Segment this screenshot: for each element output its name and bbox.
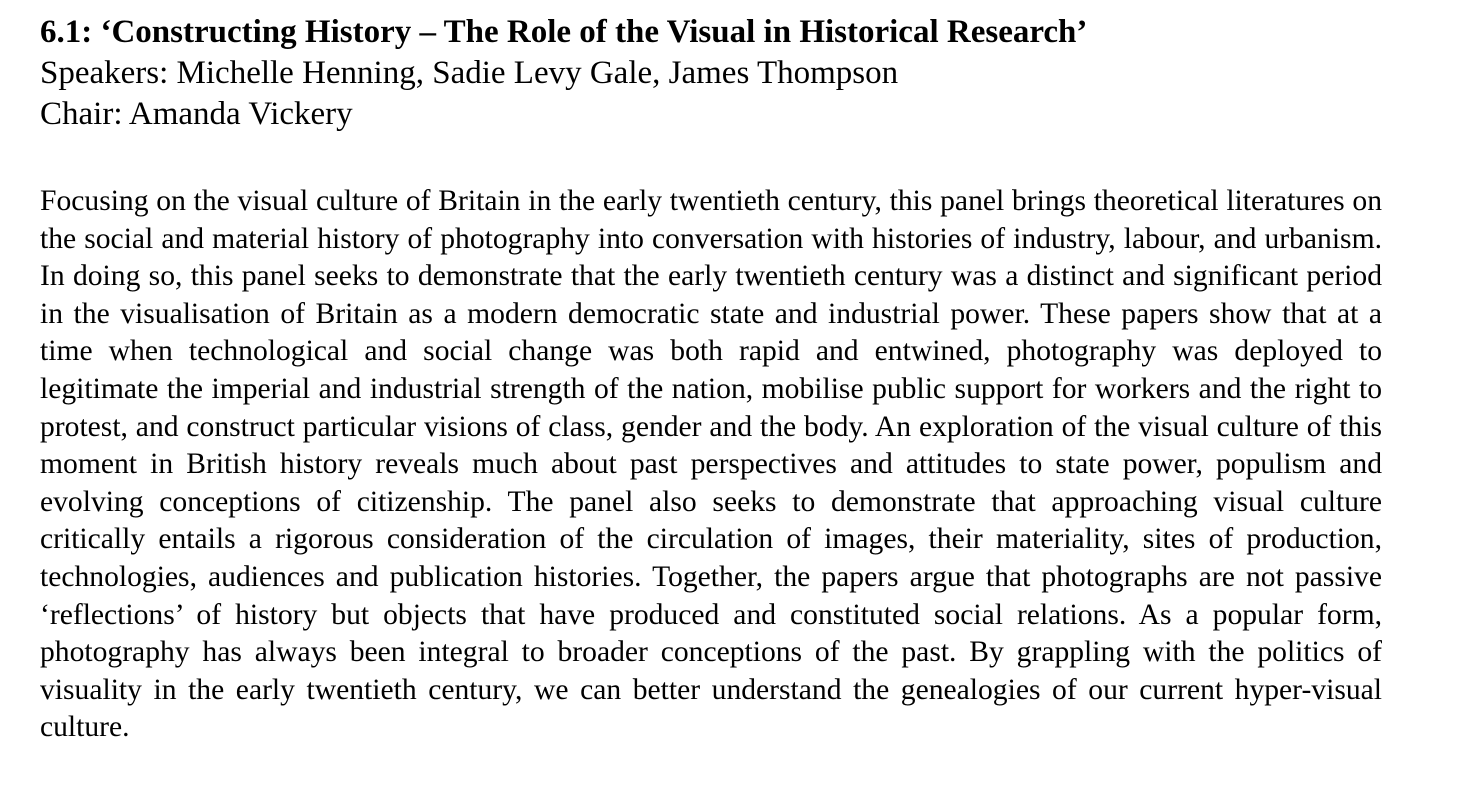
document-page	[40, 12, 1382, 747]
chair-line: Chair: Amanda Vickery	[40, 96, 353, 132]
abstract-paragraph: Focusing on the visual culture of Britain in the early twentieth century, this panel brings theoretical literatures on the social and material history of photography into conversation with histories of industry, labour, and urbanism. In doing so, this panel seeks to demonstrate that the early twentieth century was a distinct and significant period in the visualisation of Britain as a modern democratic state and industrial power. These papers show that at a time when technological and social change was both rapid and entwined, photography was deployed to legitimate the imperial and industrial strength of the nation, mobilise public support for workers and the right to protest, and construct particular visions of class, gender and the body. An exploration of the visual culture of this moment in British history reveals much about past perspectives and attitudes to state power, populism and evolving conceptions of citizenship. The panel also seeks to demonstrate that approaching visual culture critically entails a rigorous consideration of the circulation of images, their materiality, sites of production, technologies, audiences and publication histories. Together, the papers argue that photographs are not passive ‘reflections’ of history but objects that have produced and constituted social relations. As a popular form, photography has always been integral to broader conceptions of the past. By grappling with the politics of visuality in the early twentieth century, we can better understand the genealogies of our current hyper-visual culture.	[40, 185, 1382, 744]
speakers-line: Speakers: Michelle Henning, Sadie Levy Gale, James Thompson	[40, 55, 899, 91]
session-title: 6.1: ‘Constructing History – The Role of the Visual in Historical Research’	[40, 14, 1088, 50]
session-header	[40, 12, 1382, 135]
